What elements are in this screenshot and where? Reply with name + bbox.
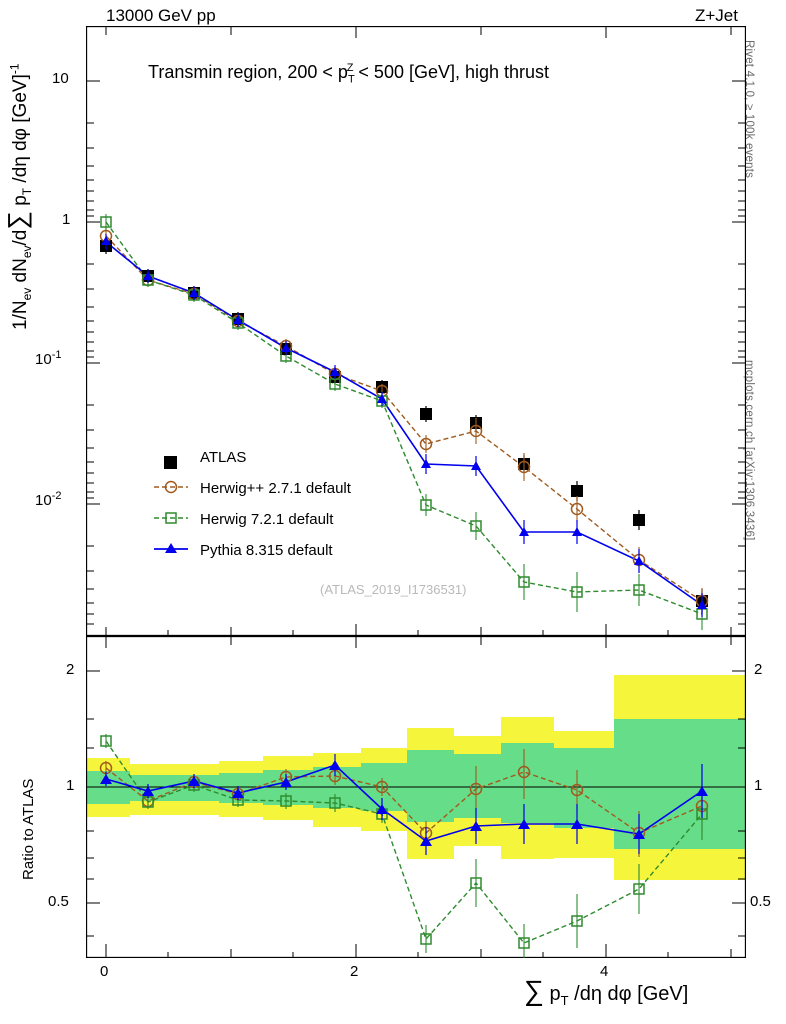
ytick-main-0.1: $10^{-1}$ [35, 349, 62, 368]
xtick-2: 2 [350, 963, 359, 980]
y-axis-label-ratio: Ratio to ATLAS [20, 778, 37, 880]
mcplots-label: mcplots.cern.ch [arXiv:1306.3436] [743, 360, 755, 541]
y-axis-label-main: $1/N_{ev}$ $dN_{ev}/d\sum$ $p_T$ /dη dφ [GeV]$^{-1}$ [2, 63, 34, 330]
legend-label-atlas: ATLAS [200, 449, 247, 466]
ytick-ratio-05-left: 0.5 [48, 893, 69, 910]
ytick-main-0.01: $10^{-2}$ [35, 490, 62, 509]
analysis-watermark: (ATLAS_2019_I1736531) [320, 582, 467, 597]
header-right: Z+Jet [695, 6, 738, 25]
plot-title: Transmin region, $200 < p_T^Z < 500$ [GeV], high thrust [148, 62, 550, 86]
xtick-4: 4 [600, 963, 609, 980]
ytick-ratio-2-left: 2 [66, 661, 75, 678]
ytick-main-1: 1 [62, 211, 71, 228]
ytick-main-10: 10 [52, 70, 69, 87]
xtick-0: 0 [100, 963, 109, 980]
ytick-ratio-2-right: 2 [754, 661, 763, 678]
ytick-ratio-1-left: 1 [66, 777, 75, 794]
rivet-version-label: Rivet 4.1.0, ≥ 100k events [743, 40, 755, 179]
header-left: 13000 GeV pp [106, 6, 216, 25]
ratio-plot [86, 636, 746, 958]
ytick-ratio-05-right: 0.5 [750, 893, 771, 910]
ytick-ratio-1-right: 1 [754, 777, 763, 794]
x-axis-label: ∑ $p_T$ /dη dφ [GeV] [524, 975, 689, 1008]
legend-label-herwig7: Herwig 7.2.1 default [200, 511, 334, 528]
legend-label-herwigpp: Herwig++ 2.7.1 default [200, 480, 351, 497]
legend-label-pythia: Pythia 8.315 default [200, 542, 333, 559]
